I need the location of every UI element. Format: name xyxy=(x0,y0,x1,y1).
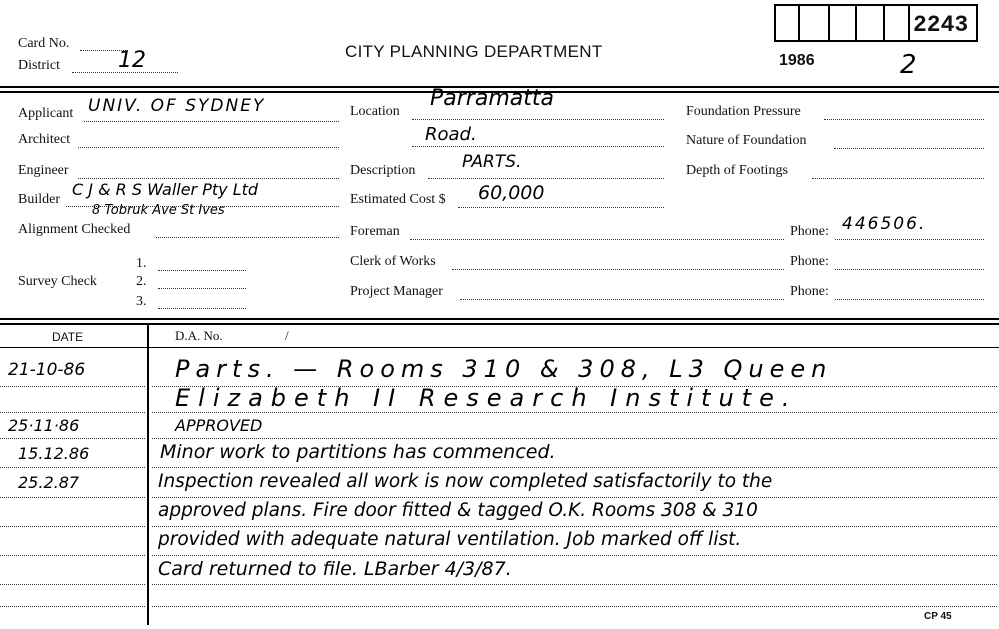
log-header-underline xyxy=(0,347,999,348)
row-line xyxy=(0,467,145,468)
clerk-of-works-label: Clerk of Works xyxy=(350,254,436,269)
estimated-cost-line xyxy=(458,207,664,208)
survey-3-line xyxy=(158,308,246,309)
row-line xyxy=(0,584,145,585)
description-label: Description xyxy=(350,163,416,178)
date-header: DATE xyxy=(52,330,84,344)
engineer-label: Engineer xyxy=(18,163,69,178)
row-line xyxy=(152,438,997,439)
log-entry: Card returned to file. LBarber 4/3/87. xyxy=(158,558,512,580)
alignment-line xyxy=(156,237,339,238)
log-entry: Minor work to partitions has commenced. xyxy=(160,441,556,463)
location-line xyxy=(412,119,664,120)
log-date: 15.12.86 xyxy=(18,444,90,463)
row-line xyxy=(152,497,997,498)
da-no-slash: / xyxy=(285,328,289,343)
row-line xyxy=(152,555,997,556)
box-divider xyxy=(855,4,857,42)
row-line xyxy=(152,412,997,413)
log-divider xyxy=(0,323,999,325)
survey-2-label: 2. xyxy=(136,274,147,289)
log-entry: Inspection revealed all work is now completed satisfactorily to the xyxy=(158,471,773,492)
phone-label-2: Phone: xyxy=(790,254,829,269)
nature-of-foundation-label: Nature of Foundation xyxy=(686,133,807,148)
engineer-line xyxy=(78,178,339,179)
applicant-label: Applicant xyxy=(18,106,74,121)
department-title: CITY PLANNING DEPARTMENT xyxy=(345,42,603,61)
clerk-of-works-line xyxy=(452,269,784,270)
row-line xyxy=(152,526,997,527)
log-date: 25·11·86 xyxy=(8,416,80,435)
depth-of-footings-label: Depth of Footings xyxy=(686,163,788,178)
project-manager-label: Project Manager xyxy=(350,284,443,299)
estimated-cost-value: 60,000 xyxy=(478,182,545,204)
builder-value: C J & R S Waller Pty Ltd xyxy=(72,180,259,199)
builder-address: 8 Tobruk Ave St Ives xyxy=(92,203,225,218)
phone-line-1 xyxy=(835,239,984,240)
location-value-2: Road. xyxy=(425,124,477,145)
box-divider xyxy=(908,4,910,42)
row-line xyxy=(152,584,997,585)
description-line xyxy=(428,178,664,179)
nature-of-foundation-line xyxy=(834,148,984,149)
log-divider xyxy=(0,318,999,320)
phone-label-1: Phone: xyxy=(790,224,829,239)
row-line xyxy=(0,606,145,607)
location-line-2 xyxy=(412,146,664,147)
box-divider xyxy=(798,4,800,42)
location-value-1: Parramatta xyxy=(430,86,554,111)
survey-1-line xyxy=(158,270,246,271)
alignment-label: Alignment Checked xyxy=(18,222,131,237)
foreman-line xyxy=(410,239,784,240)
box-divider xyxy=(883,4,885,42)
form-code: CP 45 xyxy=(924,611,952,622)
year-label: 1986 xyxy=(779,52,815,69)
survey-2-line xyxy=(158,288,246,289)
row-line xyxy=(0,386,145,387)
row-line xyxy=(0,438,145,439)
district-label: District xyxy=(18,58,60,73)
district-value: 12 xyxy=(118,48,146,73)
phone-value: 446506. xyxy=(842,214,927,234)
log-entry: approved plans. Fire door fitted & tagged O.K. Rooms 308 & 310 xyxy=(158,500,758,521)
foundation-pressure-label: Foundation Pressure xyxy=(686,104,801,119)
depth-of-footings-line xyxy=(812,178,984,179)
log-date: 25.2.87 xyxy=(18,473,80,492)
row-line xyxy=(0,412,145,413)
handwritten-card-number: 2 xyxy=(900,50,917,80)
survey-1-label: 1. xyxy=(136,256,147,271)
log-entry: APPROVED xyxy=(175,416,263,435)
builder-label: Builder xyxy=(18,192,60,207)
log-date: 21-10-86 xyxy=(8,360,86,380)
survey-3-label: 3. xyxy=(136,294,147,309)
row-line xyxy=(152,606,997,607)
log-entry: Elizabeth II Research Institute. xyxy=(175,384,798,412)
log-entry: Parts. — Rooms 310 & 308, L3 Queen xyxy=(175,355,833,383)
log-entry: provided with adequate natural ventilation. Job marked off list. xyxy=(158,529,742,550)
project-manager-line xyxy=(460,299,784,300)
applicant-value: UNIV. OF SYDNEY xyxy=(88,96,266,116)
row-line xyxy=(0,555,145,556)
location-label: Location xyxy=(350,104,400,119)
description-value: PARTS. xyxy=(462,152,522,172)
phone-line-3 xyxy=(835,299,984,300)
row-line xyxy=(0,526,145,527)
box-divider xyxy=(828,4,830,42)
estimated-cost-label: Estimated Cost $ xyxy=(350,192,446,207)
card-number: 2243 xyxy=(913,12,969,38)
card-no-label: Card No. xyxy=(18,36,70,51)
foreman-label: Foreman xyxy=(350,224,400,239)
applicant-line xyxy=(84,121,339,122)
phone-line-2 xyxy=(835,269,984,270)
date-column-divider xyxy=(147,325,149,625)
survey-label: Survey Check xyxy=(18,274,97,289)
row-line xyxy=(152,467,997,468)
architect-line xyxy=(78,147,339,148)
da-no-header: D.A. No. xyxy=(175,328,223,343)
foundation-pressure-line xyxy=(824,119,984,120)
architect-label: Architect xyxy=(18,132,71,147)
row-line xyxy=(0,497,145,498)
phone-label-3: Phone: xyxy=(790,284,829,299)
